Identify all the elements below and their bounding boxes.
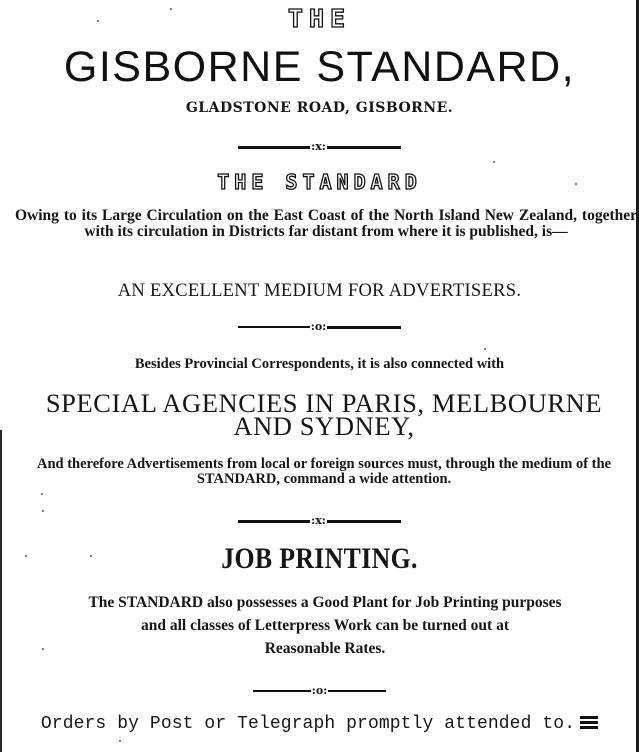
- separator-o: [0, 320, 639, 334]
- section-heading: THE STANDARD: [217, 170, 422, 194]
- separator-mark: :o:: [310, 320, 327, 333]
- agencies-line-1: SPECIAL AGENCIES IN PARIS, MELBOURNE: [45, 388, 603, 418]
- separator-mark: :x:: [311, 140, 326, 153]
- attention-paragraph: And therefore Advertisements from local or foreign sources must, through the medium of the STANDARD, command a wide attention.: [36, 456, 612, 487]
- masthead-the: THE: [287, 4, 352, 33]
- print-speck: [119, 740, 121, 742]
- job-printing-heading: JOB PRINTING.: [221, 542, 418, 575]
- medium-line: AN EXCELLENT MEDIUM FOR ADVERTISERS.: [117, 281, 522, 301]
- masthead-address: GLADSTONE ROAD, GISBORNE.: [185, 100, 454, 116]
- separator-mark: :o:: [311, 684, 328, 697]
- correspondents-line: Besides Provincial Correspondents, it is also connected with: [134, 356, 505, 372]
- agencies-line-2: AND SYDNEY,: [233, 411, 415, 441]
- print-speck: [493, 161, 495, 163]
- print-speck: [41, 493, 43, 495]
- print-speck: [97, 20, 99, 22]
- job-printing-line-3: Reasonable Rates.: [264, 640, 386, 657]
- separator-x: [0, 514, 639, 528]
- separator-o: [0, 684, 639, 698]
- print-speck: [42, 648, 44, 650]
- print-speck: [90, 555, 92, 557]
- job-printing-line-1: The STANDARD also possesses a Good Plant for Job Printing purposes: [88, 594, 562, 611]
- print-speck: [42, 510, 44, 512]
- job-printing-line-2: and all classes of Letterpress Work can be turned out at: [141, 617, 509, 634]
- orders-line: [0, 712, 639, 736]
- print-speck: [484, 348, 486, 350]
- circulation-paragraph: Owing to its Large Circulation on the East Coast of the North Island New Zealand, together with its circulation in Districts far distant from where it is published, is—: [15, 207, 637, 240]
- job-printing-paragraph: [14, 591, 636, 660]
- print-speck: [170, 8, 172, 10]
- print-speck: [575, 183, 577, 185]
- print-speck: [25, 555, 27, 557]
- separator-x: [0, 140, 639, 154]
- separator-mark: :x:: [311, 514, 326, 527]
- masthead-title: GISBORNE STANDARD,: [63, 43, 576, 91]
- column-rule-left: [0, 430, 2, 752]
- orders-text: Orders by Post or Telegraph promptly attended to.: [40, 714, 576, 734]
- agencies-block: [12, 388, 636, 441]
- end-mark-icon: [580, 716, 598, 729]
